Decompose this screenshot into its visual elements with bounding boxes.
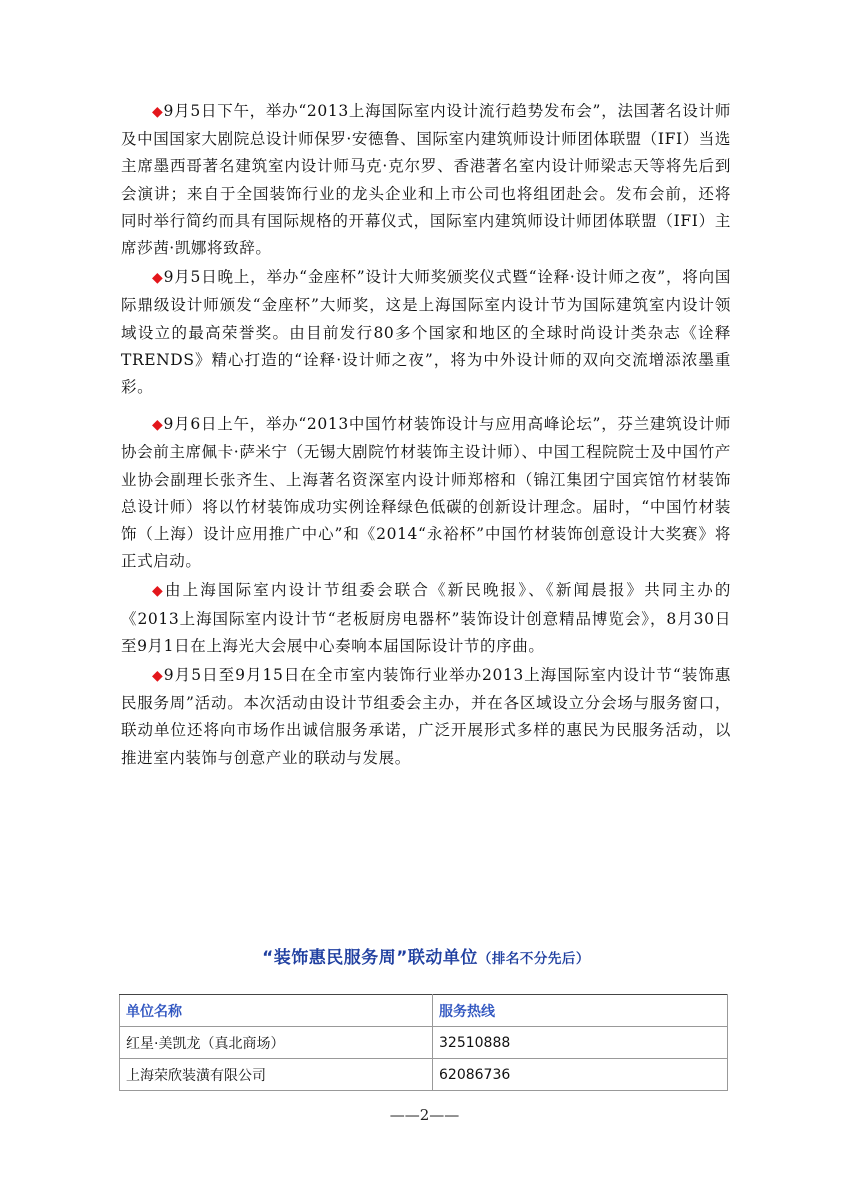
- red-diamond-icon: ◆: [152, 583, 165, 600]
- hotline-cell: 62086736: [433, 1059, 728, 1091]
- unit-name-cell: 上海荣欣装潢有限公司: [120, 1059, 433, 1091]
- page-number: ——2——: [389, 1106, 460, 1124]
- hotline-cell: 32510888: [433, 1027, 728, 1059]
- red-diamond-icon: ◆: [152, 270, 164, 287]
- table-row: [120, 1027, 728, 1059]
- paragraph-5-text: 9月5日至9月15日在全市室内装饰行业举办2013上海国际室内设计节“装饰惠民服务周”活动。本次活动由设计节组委会主办，并在各区域设立分会场与服务窗口，联动单位还将向市场作出诚信服务承诺，广泛开展形式多样的惠民为民服务活动，以推进室内装饰与创意产业的联动与发展。: [121, 666, 732, 767]
- header-unit-name: 单位名称: [120, 995, 433, 1027]
- paragraph-4: [121, 577, 731, 660]
- red-diamond-icon: ◆: [152, 417, 164, 434]
- section-title-subtitle: （排名不分先后）: [477, 951, 590, 967]
- table-header-row: [120, 995, 728, 1027]
- unit-name-cell: 红星·美凯龙（真北商场）: [120, 1027, 433, 1059]
- paragraph-3: [121, 411, 731, 575]
- table-row: [120, 1059, 728, 1091]
- section-title: [121, 943, 731, 968]
- red-diamond-icon: ◆: [152, 104, 164, 120]
- paragraph-4-text: 由上海国际室内设计节组委会联合《新民晚报》、《新闻晨报》共同主办的《2013上海国际室内设计节“老板厨房电器杯”装饰设计创意精品博览会》，8月30日至9月1日在上海光大会展中心奏响本届国际设计节的序曲。: [121, 581, 731, 655]
- paragraph-1-text: 9月5日下午，举办“2013上海国际室内设计流行趋势发布会”，法国著名设计师及中国国家大剧院总设计师保罗·安德鲁、国际室内建筑师设计师团体联盟（IFI）当选主席墨西哥著名建筑室内设计师马克·克尔罗、香港著名室内设计师梁志天等将先后到会演讲；来自于全国装饰行业的龙头企业和上市公司也将组团赴会。发布会前，还将同时举行简约而具有国际规格的开幕仪式，国际室内建筑师设计师团体联盟（IFI）主席莎茜·凯娜将致辞。: [121, 102, 731, 258]
- units-table: [119, 994, 728, 1091]
- paragraph-2-text: 9月5日晚上，举办“金座杯”设计大师奖颁奖仪式暨“诠释·设计师之夜”，将向国际鼎级设计师颁发“金座杯”大师奖，这是上海国际室内设计节为国际建筑室内设计领域设立的最高荣誉奖。由目前发行80多个国家和地区的全球时尚设计类杂志《诠释TRENDS》精心打造的“诠释·设计师之夜”，将为中外设计师的双向交流增添浓墨重彩。: [121, 268, 731, 397]
- red-diamond-icon: ◆: [152, 668, 164, 685]
- paragraph-2: [121, 264, 731, 401]
- paragraph-3-text: 9月6日上午，举办“2013中国竹材装饰设计与应用高峰论坛”，芬兰建筑设计师协会前主席佩卡·萨米宁（无锡大剧院竹材装饰主设计师）、中国工程院院士及中国竹产业协会副理长张齐生、上海著名资深室内设计师郑榕和（锦江集团宁国宾馆竹材装饰总设计师）将以竹材装饰成功实例诠释绿色低碳的创新设计理念。届时，“中国竹材装饰（上海）设计应用推广中心”和《2014“永裕杯”中国竹材装饰创意设计大奖赛》将正式启动。: [121, 415, 731, 571]
- paragraph-5: [121, 662, 731, 772]
- header-hotline: 服务热线: [433, 995, 728, 1027]
- document-body: [121, 98, 731, 774]
- section-title-main: “装饰惠民服务周”联动单位: [262, 948, 478, 968]
- paragraph-1: [121, 98, 731, 262]
